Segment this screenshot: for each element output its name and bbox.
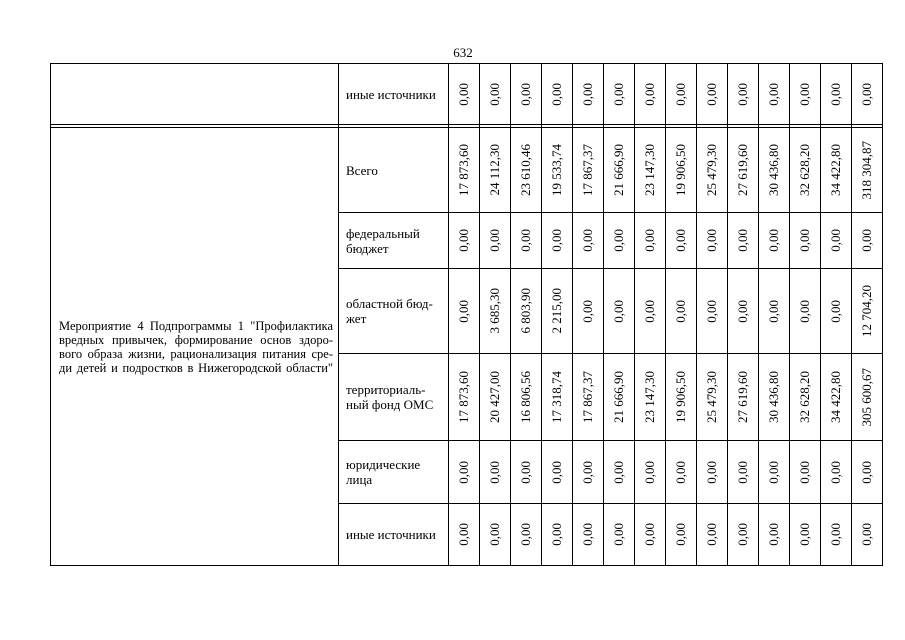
funding-source-label: Всего <box>346 162 378 178</box>
value-text: 0,00 <box>611 82 626 106</box>
value-text: 0,00 <box>611 523 626 546</box>
value-text: 25 479,30 <box>704 144 719 196</box>
value-text: 17 873,60 <box>456 144 471 196</box>
value-cell <box>449 213 480 269</box>
value-text: 0,00 <box>735 460 750 484</box>
value-text: 0,00 <box>704 523 719 546</box>
value-text: 0,00 <box>766 299 781 323</box>
value-text: 17 867,37 <box>580 371 595 423</box>
description-line: вого образа жизни, рационализация питания сре- <box>59 346 333 361</box>
value-text: 17 873,60 <box>456 371 471 423</box>
value-text: 2 215,00 <box>549 288 564 334</box>
value-cell <box>697 504 728 566</box>
value-cell <box>697 269 728 354</box>
value-cell <box>604 354 635 441</box>
value-cell <box>449 128 480 213</box>
value-text: 0,00 <box>704 299 719 323</box>
value-text: 0,00 <box>797 460 812 484</box>
value-cell <box>542 441 573 504</box>
value-cell <box>821 441 852 504</box>
value-text: 0,00 <box>549 460 564 484</box>
value-cell <box>635 128 666 213</box>
value-text: 24 112,30 <box>487 144 502 196</box>
value-cell <box>821 354 852 441</box>
value-cell <box>604 128 635 213</box>
value-cell <box>573 269 604 354</box>
value-cell <box>542 504 573 566</box>
value-cell <box>821 64 852 125</box>
value-text: 0,00 <box>828 460 843 484</box>
value-cell <box>821 269 852 354</box>
value-text: 23 147,30 <box>642 371 657 423</box>
value-text: 0,00 <box>611 299 626 323</box>
value-text: 6 803,90 <box>518 288 533 334</box>
funding-source-cell <box>339 354 449 441</box>
value-cell <box>852 128 883 213</box>
value-text: 0,00 <box>487 82 502 106</box>
value-cell <box>511 504 542 566</box>
value-cell <box>852 269 883 354</box>
value-cell <box>480 128 511 213</box>
value-text: 17 867,37 <box>580 144 595 196</box>
value-cell <box>511 269 542 354</box>
value-cell <box>635 441 666 504</box>
value-text: 0,00 <box>766 460 781 484</box>
value-cell <box>759 269 790 354</box>
value-text: 0,00 <box>735 523 750 546</box>
value-cell <box>573 213 604 269</box>
value-cell <box>852 504 883 566</box>
value-cell <box>449 64 480 125</box>
value-cell <box>480 64 511 125</box>
value-text: 0,00 <box>580 523 595 546</box>
measure-description-cell <box>51 128 339 566</box>
value-text: 0,00 <box>828 82 843 106</box>
value-text: 19 533,74 <box>549 144 564 196</box>
value-cell <box>449 354 480 441</box>
value-cell <box>790 441 821 504</box>
value-text: 23 610,46 <box>518 144 533 196</box>
value-text: 34 422,80 <box>828 144 843 196</box>
value-cell <box>511 354 542 441</box>
value-text: 19 906,50 <box>673 371 688 423</box>
value-cell <box>697 354 728 441</box>
value-text: 0,00 <box>580 229 595 252</box>
value-cell <box>480 213 511 269</box>
value-text: 0,00 <box>642 299 657 323</box>
value-text: 30 436,80 <box>766 144 781 196</box>
description-line: Мероприятие 4 Подпрограммы 1 "Профилактика <box>59 318 333 333</box>
value-text: 21 666,90 <box>611 144 626 196</box>
value-text: 34 422,80 <box>828 371 843 423</box>
value-text: 0,00 <box>766 82 781 106</box>
value-cell <box>542 354 573 441</box>
value-text: 0,00 <box>704 460 719 484</box>
value-text: 0,00 <box>580 299 595 323</box>
value-text: 0,00 <box>673 523 688 546</box>
value-cell <box>790 64 821 125</box>
value-text: 0,00 <box>704 229 719 252</box>
value-cell <box>790 354 821 441</box>
value-cell <box>604 213 635 269</box>
value-text: 25 479,30 <box>704 371 719 423</box>
value-cell <box>759 504 790 566</box>
value-text: 20 427,00 <box>487 371 502 423</box>
measure-description <box>59 319 333 375</box>
value-cell <box>728 441 759 504</box>
value-cell <box>821 128 852 213</box>
value-text: 0,00 <box>611 229 626 252</box>
value-text: 0,00 <box>673 229 688 252</box>
value-cell <box>573 441 604 504</box>
funding-source-cell <box>339 269 449 354</box>
value-text: 0,00 <box>549 523 564 546</box>
value-cell <box>728 269 759 354</box>
value-text: 0,00 <box>580 460 595 484</box>
value-text: 21 666,90 <box>611 371 626 423</box>
value-cell <box>759 441 790 504</box>
funding-source-label: территориаль- ный фонд ОМС <box>346 382 434 412</box>
value-cell <box>728 64 759 125</box>
value-text: 30 436,80 <box>766 371 781 423</box>
value-text: 0,00 <box>642 460 657 484</box>
value-cell <box>790 269 821 354</box>
value-text: 0,00 <box>859 523 874 546</box>
value-text: 0,00 <box>828 523 843 546</box>
value-text: 0,00 <box>642 523 657 546</box>
value-text: 3 685,30 <box>487 288 502 334</box>
value-cell <box>759 64 790 125</box>
value-cell <box>728 213 759 269</box>
value-text: 0,00 <box>797 523 812 546</box>
value-cell <box>666 354 697 441</box>
value-text: 0,00 <box>456 229 471 252</box>
value-cell <box>666 441 697 504</box>
value-text: 0,00 <box>673 82 688 106</box>
value-cell <box>511 441 542 504</box>
value-cell <box>573 354 604 441</box>
value-text: 0,00 <box>859 82 874 106</box>
value-cell <box>728 128 759 213</box>
value-cell <box>635 504 666 566</box>
value-cell <box>821 504 852 566</box>
value-cell <box>449 441 480 504</box>
value-cell <box>449 269 480 354</box>
value-text: 0,00 <box>487 229 502 252</box>
value-cell <box>511 213 542 269</box>
value-cell <box>573 128 604 213</box>
value-cell <box>542 64 573 125</box>
value-cell <box>697 213 728 269</box>
value-text: 0,00 <box>487 523 502 546</box>
value-text: 0,00 <box>859 229 874 252</box>
value-text: 12 704,20 <box>859 285 874 337</box>
value-text: 0,00 <box>673 460 688 484</box>
value-cell <box>728 354 759 441</box>
value-cell <box>542 213 573 269</box>
value-cell <box>511 64 542 125</box>
value-cell <box>697 441 728 504</box>
value-text: 0,00 <box>518 523 533 546</box>
value-text: 0,00 <box>766 523 781 546</box>
value-text: 27 619,60 <box>735 371 750 423</box>
value-cell <box>604 441 635 504</box>
value-text: 0,00 <box>549 229 564 252</box>
value-cell <box>821 213 852 269</box>
funding-source-cell <box>339 64 449 125</box>
value-text: 0,00 <box>549 82 564 106</box>
value-cell <box>852 64 883 125</box>
value-text: 32 628,20 <box>797 371 812 423</box>
value-cell <box>666 504 697 566</box>
funding-source-label: юридические лица <box>346 457 421 487</box>
funding-source-cell <box>339 504 449 566</box>
value-text: 0,00 <box>673 299 688 323</box>
value-cell <box>759 213 790 269</box>
value-cell <box>635 213 666 269</box>
value-text: 0,00 <box>828 229 843 252</box>
value-cell <box>759 128 790 213</box>
value-cell <box>759 354 790 441</box>
value-cell <box>697 64 728 125</box>
value-cell <box>697 128 728 213</box>
value-cell <box>635 354 666 441</box>
value-cell <box>852 354 883 441</box>
funding-source-label: федеральный бюджет <box>346 225 420 256</box>
value-text: 32 628,20 <box>797 144 812 196</box>
value-text: 0,00 <box>611 460 626 484</box>
description-line: вредных привычек, формирование основ здоро- <box>59 332 333 347</box>
value-cell <box>852 213 883 269</box>
value-cell <box>666 213 697 269</box>
value-cell <box>449 504 480 566</box>
page-number: 632 <box>453 45 473 60</box>
value-text: 27 619,60 <box>735 144 750 196</box>
value-cell <box>852 441 883 504</box>
value-cell <box>604 64 635 125</box>
value-text: 0,00 <box>735 82 750 106</box>
value-cell <box>666 269 697 354</box>
value-cell <box>790 128 821 213</box>
value-text: 0,00 <box>642 229 657 252</box>
funding-source-cell <box>339 441 449 504</box>
value-text: 0,00 <box>797 299 812 323</box>
value-text: 0,00 <box>828 299 843 323</box>
value-text: 23 147,30 <box>642 144 657 196</box>
value-text: 0,00 <box>518 82 533 106</box>
value-cell <box>573 64 604 125</box>
value-cell <box>790 504 821 566</box>
prev-measure-description-cell <box>51 64 339 125</box>
value-text: 0,00 <box>456 460 471 484</box>
value-text: 0,00 <box>518 460 533 484</box>
funding-source-label: иные источники <box>346 86 436 102</box>
funding-source-label: иные источники <box>346 527 436 542</box>
value-text: 0,00 <box>456 299 471 323</box>
value-cell <box>604 504 635 566</box>
value-text: 0,00 <box>487 460 502 484</box>
budget-table <box>50 63 883 566</box>
value-text: 0,00 <box>859 460 874 484</box>
funding-source-cell <box>339 128 449 213</box>
value-text: 0,00 <box>518 229 533 252</box>
value-cell <box>666 128 697 213</box>
value-text: 19 906,50 <box>673 144 688 196</box>
value-cell <box>635 269 666 354</box>
value-text: 318 304,87 <box>859 140 874 200</box>
value-cell <box>511 128 542 213</box>
value-text: 0,00 <box>735 229 750 252</box>
value-cell <box>480 504 511 566</box>
value-cell <box>542 269 573 354</box>
value-text: 0,00 <box>766 229 781 252</box>
value-cell <box>635 64 666 125</box>
funding-source-cell <box>339 213 449 269</box>
value-cell <box>480 441 511 504</box>
value-text: 17 318,74 <box>549 371 564 423</box>
value-cell <box>542 128 573 213</box>
value-text: 0,00 <box>797 82 812 106</box>
value-cell <box>666 64 697 125</box>
description-line: ди детей и подростков в Нижегородской области" <box>59 360 333 375</box>
value-text: 0,00 <box>642 82 657 106</box>
value-cell <box>573 504 604 566</box>
value-cell <box>604 269 635 354</box>
value-text: 0,00 <box>456 82 471 106</box>
value-text: 0,00 <box>580 82 595 106</box>
value-cell <box>480 354 511 441</box>
value-cell <box>480 269 511 354</box>
value-text: 0,00 <box>735 299 750 323</box>
value-text: 16 806,56 <box>518 371 533 423</box>
value-text: 305 600,67 <box>859 367 874 427</box>
value-text: 0,00 <box>797 229 812 252</box>
value-text: 0,00 <box>456 523 471 546</box>
funding-source-label: областной бюд- жет <box>346 296 433 326</box>
value-cell <box>790 213 821 269</box>
value-text: 0,00 <box>704 82 719 106</box>
value-cell <box>728 504 759 566</box>
